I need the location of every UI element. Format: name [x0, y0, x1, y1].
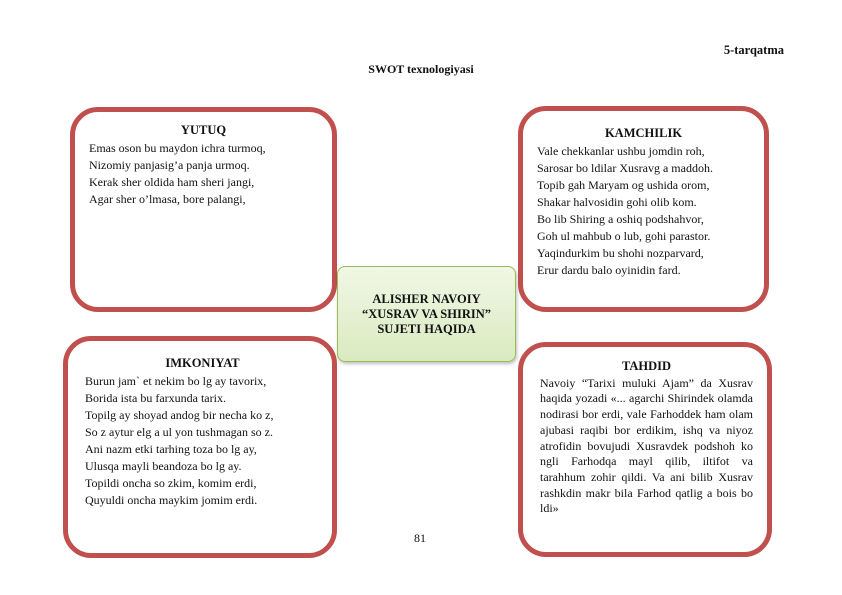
page-title: SWOT texnologiyasi	[368, 62, 474, 76]
strengths-box	[70, 107, 337, 312]
handout-number: 5-tarqatma	[723, 43, 784, 57]
weaknesses-box	[518, 106, 769, 312]
weaknesses-line: Bo lib Shiring a oshiq podshahvor,	[537, 212, 704, 226]
topic-line: ALISHER NAVOIY	[372, 291, 481, 306]
strengths-line: Agar sher o’lmasa, bore palangi,	[89, 192, 246, 206]
opportunities-box	[63, 336, 337, 558]
opportunities-line: So z aytur elg a ul yon tushmagan so z.	[85, 425, 273, 439]
opportunities-line: Topildi oncha so zkim, komim erdi,	[85, 476, 257, 490]
strengths-title: YUTUQ	[180, 123, 227, 137]
threats-title: TAHDID	[621, 359, 672, 373]
opportunities-line: Burun jam` et nekim bo lg ay tavorix,	[85, 374, 267, 388]
weaknesses-line: Sarosar bo ldilar Xusravg a maddoh.	[537, 161, 713, 175]
threats-box	[518, 342, 772, 557]
opportunities-line: Borida ista bu farxunda tarix.	[85, 391, 226, 405]
topic-center-box	[337, 266, 516, 362]
strengths-line: Nizomiy panjasig’a panja urmoq.	[89, 158, 250, 172]
topic-line: “XUSRAV VA SHIRIN”	[362, 306, 491, 321]
weaknesses-line: Yaqindurkim bu shohi nozparvard,	[537, 246, 704, 260]
strengths-line: Kerak sher oldida ham sheri jangi,	[89, 175, 255, 189]
weaknesses-line: Vale chekkanlar ushbu jomdin roh,	[537, 144, 705, 158]
page-number: 81	[414, 531, 426, 545]
weaknesses-line: Erur dardu balo oyinidin fard.	[537, 263, 681, 277]
weaknesses-line: Goh ul mahbub o lub, gohi parastor.	[537, 229, 711, 243]
topic-line: SUJETI HAQIDA	[377, 321, 476, 336]
opportunities-line: Ulusqa mayli beandoza bo lg ay.	[85, 459, 242, 473]
opportunities-line: Topilg ay shoyad andog bir necha ko z,	[85, 408, 274, 422]
weaknesses-line: Topib gah Maryam og ushida orom,	[537, 178, 710, 192]
threats-text: Navoiy “Tarixi muluki Ajam” da Xusrav haqida yozadi «... agarchi Shirindek olamda nodirasi bor erdi, vale Farhoddek ham olam ajubasi raqibi bor erdikim, ishq va niyoz atrofidin bovujudi Xusravdek podshoh ko ngli Farhodqa mayl qilib, iltifot va tarahhum zohir qildi. Va ani bilib Xusrav rashkdin makr bila Farhod qatlig a bois bo ldi»	[540, 375, 753, 516]
weaknesses-title: KAMCHILIK	[604, 126, 683, 140]
opportunities-line: Quyuldi oncha maykim jomim erdi.	[85, 493, 258, 507]
opportunities-title: IMKONIYAT	[165, 356, 240, 370]
opportunities-line: Ani nazm etki tarhing toza bo lg ay,	[85, 442, 257, 456]
strengths-line: Emas oson bu maydon ichra turmoq,	[89, 141, 266, 155]
weaknesses-line: Shakar halvosidin gohi olib kom.	[537, 195, 697, 209]
